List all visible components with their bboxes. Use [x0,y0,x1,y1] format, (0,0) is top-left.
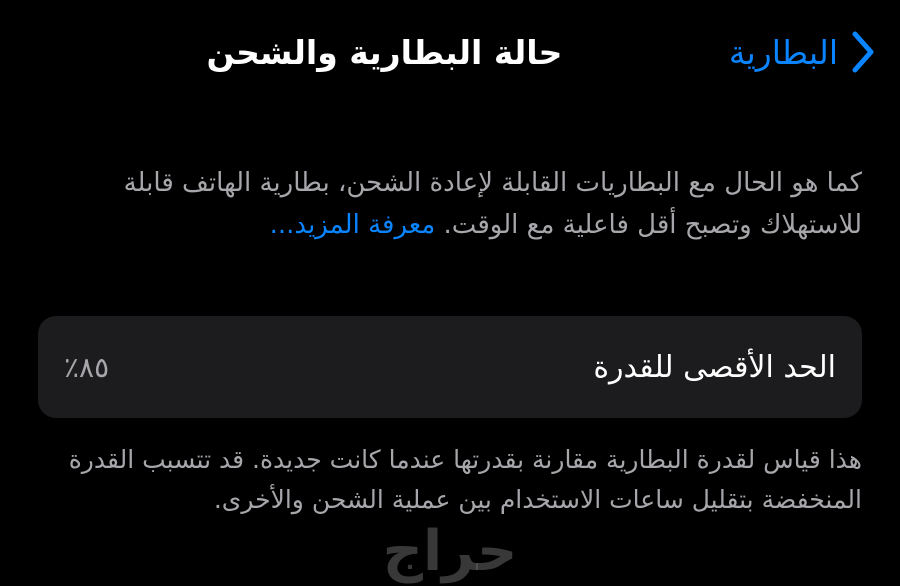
maximum-capacity-row[interactable] [38,316,862,418]
back-button-label[interactable]: البطارية [728,32,838,72]
learn-more-link[interactable]: معرفة المزيد... [269,210,436,240]
chevron-right-icon[interactable] [848,29,878,75]
intro-description [38,162,862,246]
maximum-capacity-label: الحد الأقصى للقدرة [593,349,836,385]
maximum-capacity-value: ٨٥٪ [64,350,110,384]
navigation-bar [0,0,900,104]
page-title: حالة البطارية والشحن [206,32,563,72]
watermark-text: حراج [382,519,518,584]
capacity-footer-note: هذا قياس لقدرة البطارية مقارنة بقدرتها عندما كانت جديدة. قد تتسبب القدرة المنخفضة بتقليل ساعات الاستخدام بين عملية الشحن والأخرى. [68,445,862,514]
intro-text: كما هو الحال مع البطاريات القابلة لإعادة الشحن، بطارية الهاتف قابلة للاستهلاك وتصبح أقل فاعلية مع الوقت. [123,168,862,240]
